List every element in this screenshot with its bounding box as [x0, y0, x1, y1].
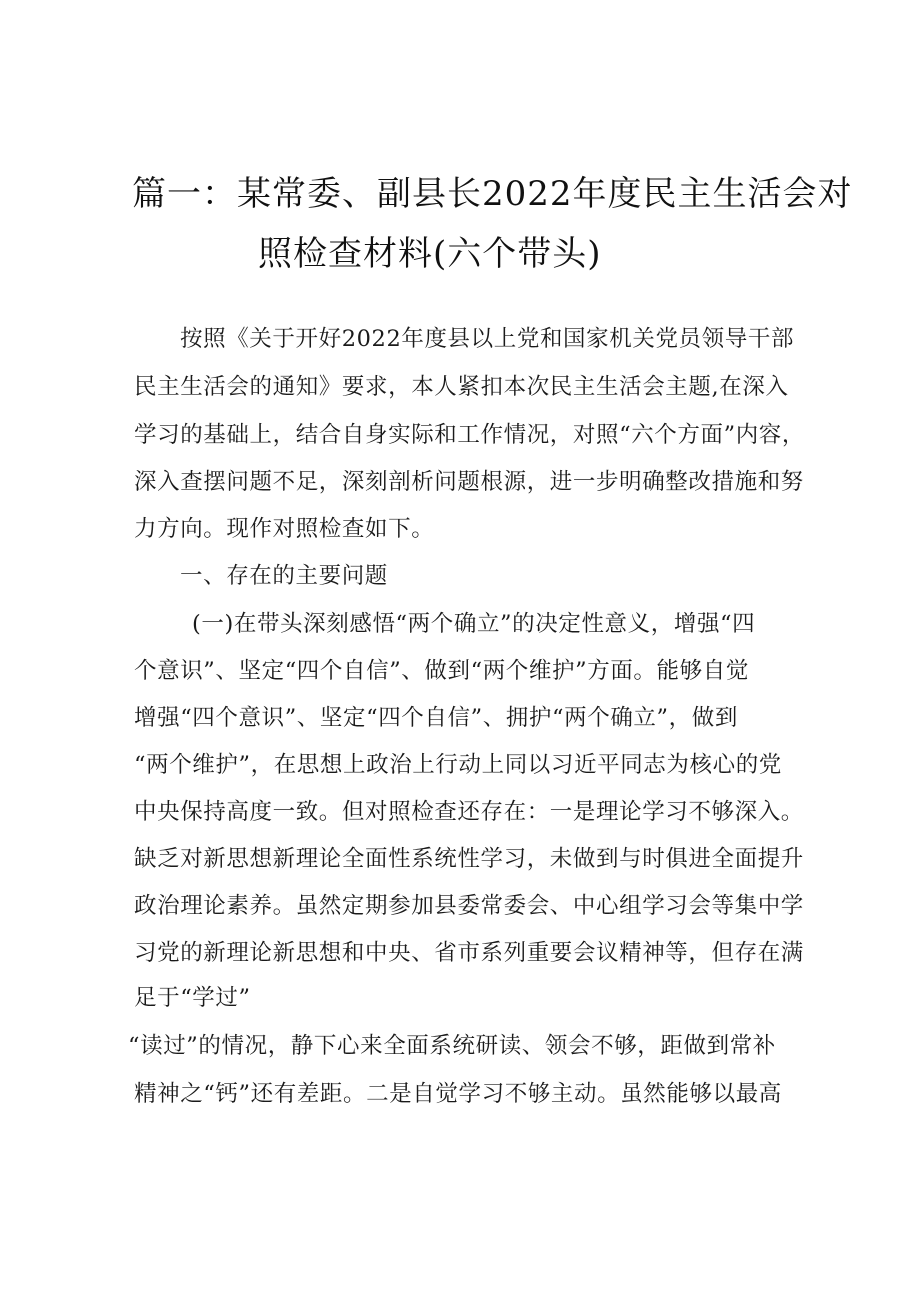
document-title-line-2: 照检查材料(六个带头)	[258, 234, 602, 274]
document-title-line-1: 篇一：某常委、副县长2022年度民主生活会对	[132, 174, 853, 214]
paragraph-line: 中央保持高度一致。但对照检查还存在：一是理论学习不够深入。	[134, 799, 804, 825]
paragraph-line: “读过”的情况，静下心来全面系统研读、领会不够，距做到常补	[128, 1033, 776, 1059]
paragraph-line: 力方向。现作对照检查如下。	[134, 516, 435, 542]
paragraph-line: 缺乏对新思想新理论全面性系统性学习，未做到与时俱进全面提升	[134, 846, 804, 872]
paragraph-line: “两个维护”，在思想上政治上行动上同以习近平同志为核心的党	[134, 752, 782, 778]
paragraph-line: 民主生活会的通知》要求，本人紧扣本次民主生活会主题,在深入	[134, 374, 789, 400]
paragraph-line: 增强“四个意识”、坚定“四个自信”、拥护“两个确立”，做到	[134, 705, 738, 731]
paragraph-line: 深入查摆问题不足，深刻剖析问题根源，进一步明确整改措施和努	[134, 469, 804, 495]
paragraph-line: 个意识”、坚定“四个自信”、做到“两个维护”方面。能够自觉	[134, 658, 749, 684]
paragraph-line: 按照《关于开好2022年度县以上党和国家机关党员领导干部	[180, 326, 795, 352]
paragraph-line: 政治理论素养。虽然定期参加县委常委会、中心组学习会等集中学	[134, 893, 804, 919]
paragraph-line: 精神之“钙”还有差距。二是自觉学习不够主动。虽然能够以最高	[134, 1081, 782, 1107]
paragraph-line: 足于“学过”	[134, 985, 251, 1011]
paragraph-line: (一)在带头深刻感悟“两个确立”的决定性意义，增强“四	[192, 611, 756, 637]
paragraph-line: 习党的新理论新思想和中央、省市系列重要会议精神等，但存在满	[134, 940, 804, 966]
paragraph-line: 学习的基础上，结合自身实际和工作情况，对照“六个方面”内容，	[134, 422, 806, 448]
section-heading: 一、存在的主要问题	[180, 563, 388, 589]
